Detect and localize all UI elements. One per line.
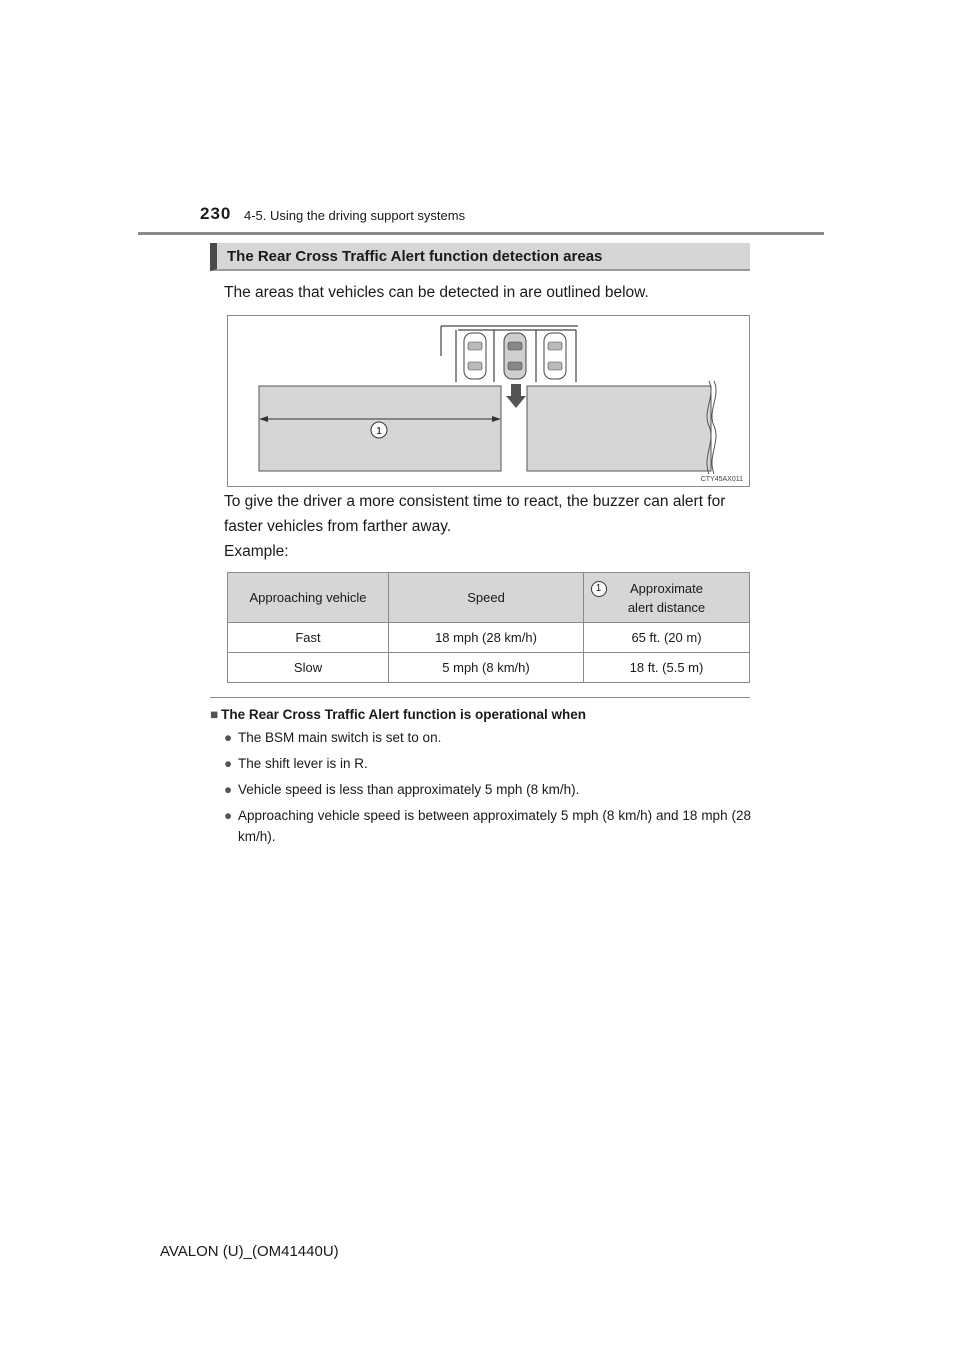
reversing-car [504, 333, 526, 379]
section-heading [210, 243, 750, 271]
header-alert-distance [584, 573, 750, 623]
detection-area-figure [227, 315, 750, 487]
section-reference: 4-5. Using the driving support systems [244, 208, 466, 223]
list-item [224, 805, 751, 847]
cell-vehicle: Slow [228, 653, 389, 683]
cell-speed: 18 mph (28 km/h) [389, 623, 584, 653]
header-callout-number: 1 [591, 581, 607, 597]
header-alert-distance-text: Approximate alert distance [627, 580, 706, 615]
divider [210, 697, 750, 698]
note-paragraph: To give the driver a more consistent time to react, the buzzer can alert for faster vehicles from farther away. [224, 493, 726, 535]
list-item [224, 753, 751, 774]
footer-model-code: AVALON (U)_(OM41440U) [160, 1243, 339, 1260]
figure-callout-number: 1 [376, 426, 382, 437]
table-row [228, 653, 750, 683]
parked-car-right [544, 333, 566, 379]
parked-car-left [464, 333, 486, 379]
cell-speed: 5 mph (8 km/h) [389, 653, 584, 683]
example-label: Example: [224, 543, 289, 560]
section-heading-text: The Rear Cross Traffic Alert function detection areas [227, 248, 603, 265]
conditions-heading-text: The Rear Cross Traffic Alert function is operational when [221, 707, 586, 722]
example-table [227, 572, 750, 683]
header-approaching-vehicle: Approaching vehicle [228, 573, 389, 623]
square-bullet-icon: ■ [210, 707, 219, 722]
list-item-text: The shift lever is in R. [238, 756, 368, 771]
reverse-arrow-icon [506, 384, 526, 408]
header-speed: Speed [389, 573, 584, 623]
table-row [228, 623, 750, 653]
cell-distance: 65 ft. (20 m) [584, 623, 750, 653]
list-item-text: The BSM main switch is set to on. [238, 730, 442, 745]
list-item-text: Approaching vehicle speed is between approximately 5 mph (8 km/h) and 18 mph (28 km/h). [238, 808, 751, 844]
intro-paragraph: The areas that vehicles can be detected in are outlined below. [224, 284, 649, 301]
right-detection-area [527, 386, 711, 471]
bullet-icon: ● [224, 808, 233, 823]
list-item [224, 727, 751, 748]
cell-distance: 18 ft. (5.5 m) [584, 653, 750, 683]
list-item-text: Vehicle speed is less than approximately 5 mph (8 km/h). [238, 782, 580, 797]
conditions-heading [210, 707, 586, 722]
bullet-icon: ● [224, 756, 233, 771]
page-number: 230 [200, 204, 232, 223]
bullet-icon: ● [224, 782, 233, 797]
break-line-outer [712, 381, 716, 474]
cell-vehicle: Fast [228, 623, 389, 653]
figure-code: CTY45AX011 [700, 476, 743, 483]
list-item [224, 779, 751, 800]
detection-area-diagram [228, 316, 749, 486]
table-header-row [228, 573, 750, 623]
header-rule [138, 232, 824, 235]
bullet-icon: ● [224, 730, 233, 745]
